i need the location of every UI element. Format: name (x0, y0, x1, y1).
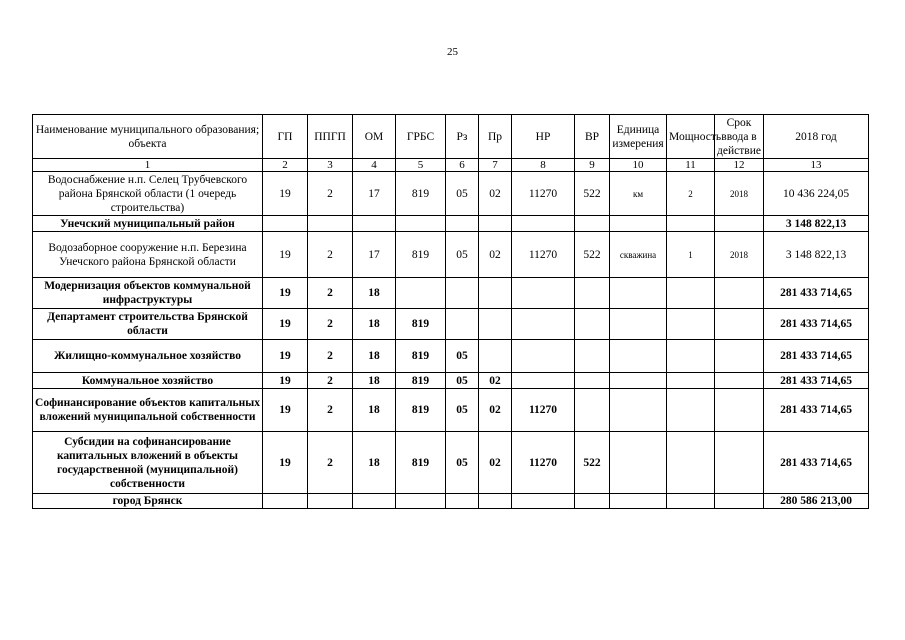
cell-vr (575, 389, 610, 432)
column-number: 9 (575, 159, 610, 172)
cell-unit (610, 216, 667, 232)
cell-pr: 02 (479, 432, 512, 494)
cell-nr (512, 309, 575, 340)
column-header-rz: Рз (446, 115, 479, 159)
cell-capacity (667, 494, 715, 509)
cell-year-2018: 281 433 714,65 (764, 389, 869, 432)
column-header-ppgp: ППГП (308, 115, 353, 159)
cell-year-2018: 3 148 822,13 (764, 216, 869, 232)
cell-unit (610, 389, 667, 432)
cell-grbs: 819 (396, 373, 446, 389)
column-number: 8 (512, 159, 575, 172)
table-body (33, 159, 869, 509)
cell-ppgp: 2 (308, 389, 353, 432)
cell-capacity (667, 373, 715, 389)
cell-ppgp: 2 (308, 172, 353, 216)
cell-unit: км (610, 172, 667, 216)
cell-unit (610, 494, 667, 509)
cell-rz (446, 216, 479, 232)
cell-name: город Брянск (33, 494, 263, 509)
cell-name: Субсидии на софинансирование капитальных вложений в объекты государственной (муниципальной) собственности (33, 432, 263, 494)
cell-pr (479, 309, 512, 340)
cell-gp: 19 (263, 432, 308, 494)
table-row (33, 373, 869, 389)
cell-nr: 11270 (512, 232, 575, 278)
table-row (33, 494, 869, 509)
cell-gp: 19 (263, 389, 308, 432)
cell-vr (575, 340, 610, 373)
cell-capacity (667, 432, 715, 494)
cell-vr: 522 (575, 172, 610, 216)
cell-om: 18 (353, 309, 396, 340)
cell-vr (575, 373, 610, 389)
cell-term (715, 216, 764, 232)
column-header-om: ОМ (353, 115, 396, 159)
column-number: 10 (610, 159, 667, 172)
cell-nr (512, 340, 575, 373)
cell-unit (610, 432, 667, 494)
cell-ppgp: 2 (308, 432, 353, 494)
cell-name: Софинансирование объектов капитальных вложений муниципальной собственности (33, 389, 263, 432)
cell-om: 18 (353, 432, 396, 494)
cell-om: 18 (353, 373, 396, 389)
cell-capacity (667, 278, 715, 309)
cell-term: 2018 (715, 172, 764, 216)
cell-term (715, 373, 764, 389)
cell-pr: 02 (479, 373, 512, 389)
cell-pr (479, 278, 512, 309)
cell-vr (575, 278, 610, 309)
column-number: 1 (33, 159, 263, 172)
cell-nr (512, 216, 575, 232)
cell-grbs: 819 (396, 432, 446, 494)
cell-year-2018: 281 433 714,65 (764, 432, 869, 494)
cell-om: 18 (353, 278, 396, 309)
cell-capacity (667, 309, 715, 340)
cell-om (353, 494, 396, 509)
cell-ppgp: 2 (308, 309, 353, 340)
table-row (33, 216, 869, 232)
cell-gp: 19 (263, 172, 308, 216)
cell-term (715, 389, 764, 432)
cell-term (715, 432, 764, 494)
cell-pr: 02 (479, 389, 512, 432)
cell-gp: 19 (263, 309, 308, 340)
page-number: 25 (447, 46, 458, 58)
cell-grbs (396, 494, 446, 509)
cell-ppgp: 2 (308, 340, 353, 373)
column-number-row (33, 159, 869, 172)
cell-year-2018: 10 436 224,05 (764, 172, 869, 216)
column-number: 13 (764, 159, 869, 172)
cell-ppgp: 2 (308, 373, 353, 389)
cell-term (715, 340, 764, 373)
cell-term (715, 278, 764, 309)
cell-nr: 11270 (512, 172, 575, 216)
cell-rz: 05 (446, 340, 479, 373)
cell-vr (575, 309, 610, 340)
column-number: 5 (396, 159, 446, 172)
cell-rz: 05 (446, 232, 479, 278)
table-row (33, 278, 869, 309)
cell-capacity (667, 216, 715, 232)
cell-ppgp: 2 (308, 232, 353, 278)
cell-capacity: 2 (667, 172, 715, 216)
table-row (33, 432, 869, 494)
cell-term: 2018 (715, 232, 764, 278)
column-number: 7 (479, 159, 512, 172)
column-header-vr: ВР (575, 115, 610, 159)
column-number: 11 (667, 159, 715, 172)
cell-om: 17 (353, 232, 396, 278)
cell-pr (479, 340, 512, 373)
cell-name: Водоснабжение н.п. Селец Трубчевского района Брянской области (1 очередь строительства) (33, 172, 263, 216)
cell-name: Департамент строительства Брянской области (33, 309, 263, 340)
cell-grbs: 819 (396, 172, 446, 216)
cell-ppgp (308, 216, 353, 232)
cell-nr (512, 373, 575, 389)
cell-om (353, 216, 396, 232)
header-row (33, 115, 869, 159)
cell-unit (610, 340, 667, 373)
cell-gp (263, 216, 308, 232)
cell-capacity (667, 340, 715, 373)
column-header-gp: ГП (263, 115, 308, 159)
column-header-year-2018: 2018 год (764, 115, 869, 159)
cell-vr: 522 (575, 432, 610, 494)
cell-om: 17 (353, 172, 396, 216)
cell-ppgp: 2 (308, 278, 353, 309)
cell-gp (263, 494, 308, 509)
cell-gp: 19 (263, 373, 308, 389)
cell-term (715, 494, 764, 509)
cell-nr: 11270 (512, 389, 575, 432)
cell-unit (610, 278, 667, 309)
cell-pr (479, 494, 512, 509)
column-header-unit: Единица измерения (610, 115, 667, 159)
cell-grbs (396, 278, 446, 309)
cell-rz (446, 494, 479, 509)
column-number: 4 (353, 159, 396, 172)
cell-nr: 11270 (512, 432, 575, 494)
cell-pr (479, 216, 512, 232)
cell-year-2018: 281 433 714,65 (764, 373, 869, 389)
cell-term (715, 309, 764, 340)
cell-unit (610, 373, 667, 389)
cell-name: Водозаборное сооружение н.п. Березина Унечского района Брянской области (33, 232, 263, 278)
cell-ppgp (308, 494, 353, 509)
cell-vr: 522 (575, 232, 610, 278)
cell-gp: 19 (263, 232, 308, 278)
cell-om: 18 (353, 340, 396, 373)
cell-pr: 02 (479, 172, 512, 216)
column-number: 3 (308, 159, 353, 172)
table-row (33, 172, 869, 216)
cell-grbs: 819 (396, 389, 446, 432)
budget-table (32, 114, 869, 509)
cell-year-2018: 280 586 213,00 (764, 494, 869, 509)
cell-year-2018: 3 148 822,13 (764, 232, 869, 278)
cell-nr (512, 278, 575, 309)
cell-unit: скважина (610, 232, 667, 278)
table-row (33, 232, 869, 278)
column-number: 12 (715, 159, 764, 172)
cell-vr (575, 494, 610, 509)
column-header-pr: Пр (479, 115, 512, 159)
cell-year-2018: 281 433 714,65 (764, 340, 869, 373)
cell-grbs: 819 (396, 340, 446, 373)
cell-vr (575, 216, 610, 232)
column-header-term: Срок ввода в действие (715, 115, 764, 159)
cell-grbs: 819 (396, 309, 446, 340)
table-row (33, 389, 869, 432)
cell-name: Унечский муниципальный район (33, 216, 263, 232)
cell-rz: 05 (446, 432, 479, 494)
cell-rz (446, 309, 479, 340)
cell-capacity: 1 (667, 232, 715, 278)
column-number: 6 (446, 159, 479, 172)
cell-pr: 02 (479, 232, 512, 278)
cell-gp: 19 (263, 278, 308, 309)
cell-rz (446, 278, 479, 309)
cell-name: Коммунальное хозяйство (33, 373, 263, 389)
cell-capacity (667, 389, 715, 432)
cell-om: 18 (353, 389, 396, 432)
cell-year-2018: 281 433 714,65 (764, 309, 869, 340)
cell-name: Жилищно-коммунальное хозяйство (33, 340, 263, 373)
cell-year-2018: 281 433 714,65 (764, 278, 869, 309)
column-header-nr: НР (512, 115, 575, 159)
cell-unit (610, 309, 667, 340)
cell-grbs: 819 (396, 232, 446, 278)
cell-rz: 05 (446, 172, 479, 216)
cell-rz: 05 (446, 389, 479, 432)
cell-grbs (396, 216, 446, 232)
column-header-name: Наименование муниципального образования; объекта (33, 115, 263, 159)
cell-nr (512, 494, 575, 509)
cell-gp: 19 (263, 340, 308, 373)
table-row (33, 340, 869, 373)
cell-name: Модернизация объектов коммунальной инфраструктуры (33, 278, 263, 309)
column-header-capacity: Мощность (667, 115, 715, 159)
column-number: 2 (263, 159, 308, 172)
cell-rz: 05 (446, 373, 479, 389)
column-header-grbs: ГРБС (396, 115, 446, 159)
table-row (33, 309, 869, 340)
